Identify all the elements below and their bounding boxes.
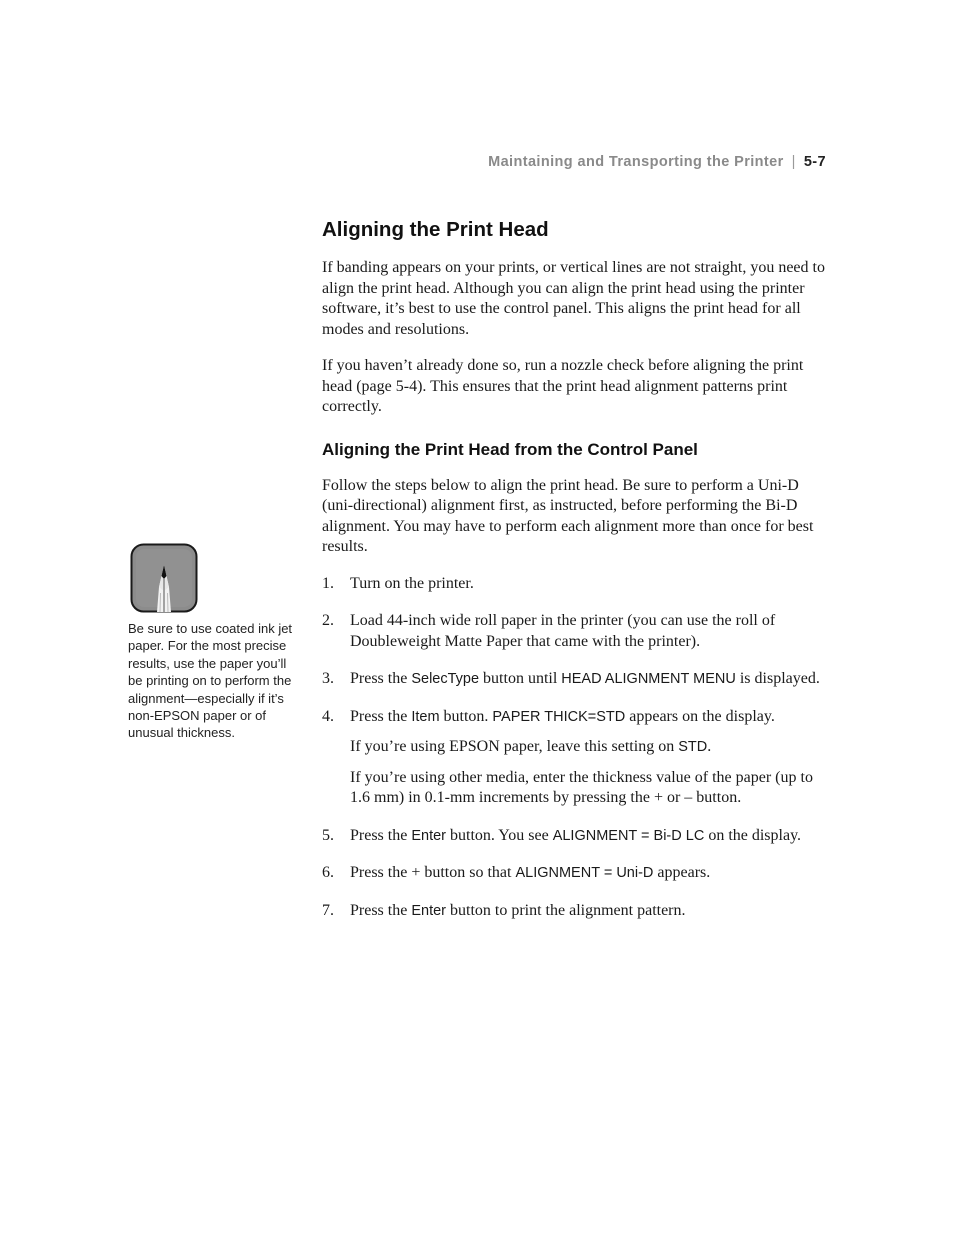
list-item [322,611,832,652]
step-number: 7. [322,901,334,919]
pencil-note-icon [130,543,198,613]
step-subparagraph-2: If you’re using other media, enter the thickness value of the paper (up to 1.6 mm) in 0.1-mm increments by pressing the + or – button. [350,768,813,806]
step-text: appears on the display. [625,707,775,725]
step-number: 5. [322,826,334,844]
step-text: button to print the alignment pattern. [446,901,686,919]
button-name: Item [411,708,440,725]
display-message: ALIGNMENT = Uni-D [515,865,654,881]
margin-note: Be sure to use coated ink jet paper. For the most precise results, use the paper you’ll be printing on to perform the alignment—especially if it’s non-EPSON paper or of unusual thickness. [128,621,293,741]
running-header [488,154,826,170]
list-item [322,901,832,922]
step-text: . [707,738,712,755]
button-name: SelecType [411,671,480,687]
step-number: 4. [322,707,334,725]
step-number: 1. [322,574,334,592]
display-message: ALIGNMENT = Bi-D LC [552,827,705,844]
step-number: 6. [322,864,334,881]
button-name: Enter [411,827,446,844]
display-message: PAPER THICK=STD [492,708,626,725]
step-number: 2. [322,612,334,629]
step-text: button. [439,707,493,725]
step-subparagraph-1 [350,737,832,758]
step-text: Press the [350,707,412,725]
step-text: If you’re using EPSON paper, leave this setting on [350,738,679,755]
list-item [322,707,832,809]
step-text: Press the + button so that [350,864,516,881]
display-message: HEAD ALIGNMENT MENU [561,671,736,687]
body-paragraph-1: If banding appears on your prints, or vertical lines are not straight, you need to align the print head. Although you can align the print head using the printer software, it’s best to use the control panel. This aligns the print head for all modes and resolutions. [322,259,825,338]
steps-list [322,574,832,922]
step-text: appears. [653,864,711,881]
step-text: is displayed. [735,670,820,687]
list-item [322,826,832,847]
step-text: button. You see [446,826,553,844]
step-number: 3. [322,670,334,687]
step-text: Press the [350,901,412,919]
step-text: Press the [350,826,412,844]
step-text: button until [479,670,562,687]
step-text: Load 44-inch wide roll paper in the printer (you can use the roll of Doubleweight Matte Paper that came with the printer). [350,612,776,650]
button-name: Enter [411,902,446,919]
step-text: Press the [350,670,412,687]
list-item [322,574,832,595]
step-text: on the display. [704,826,802,844]
main-content [322,218,832,938]
list-item [322,863,832,884]
subsection-heading: Aligning the Print Head from the Control Panel [322,439,698,459]
subsection-intro: Follow the steps below to align the print head. Be sure to perform a Uni-D (uni-directional) alignment first, as instructed, before performing the Bi-D alignment. You may have to perform each alignment more than once for best results. [322,476,814,555]
header-separator: | [791,154,796,170]
subsection [322,440,832,922]
section-heading: Aligning the Print Head [322,218,549,241]
chapter-title: Maintaining and Transporting the Printer [488,154,784,170]
list-item [322,669,832,690]
body-paragraph-2: If you haven’t already done so, run a nozzle check before aligning the print head (page 5-4). This ensures that the print head alignment patterns print correctly. [322,357,804,415]
display-value: STD [678,739,708,755]
page-number: 5-7 [803,154,826,170]
step-text: Turn on the printer. [350,574,474,592]
